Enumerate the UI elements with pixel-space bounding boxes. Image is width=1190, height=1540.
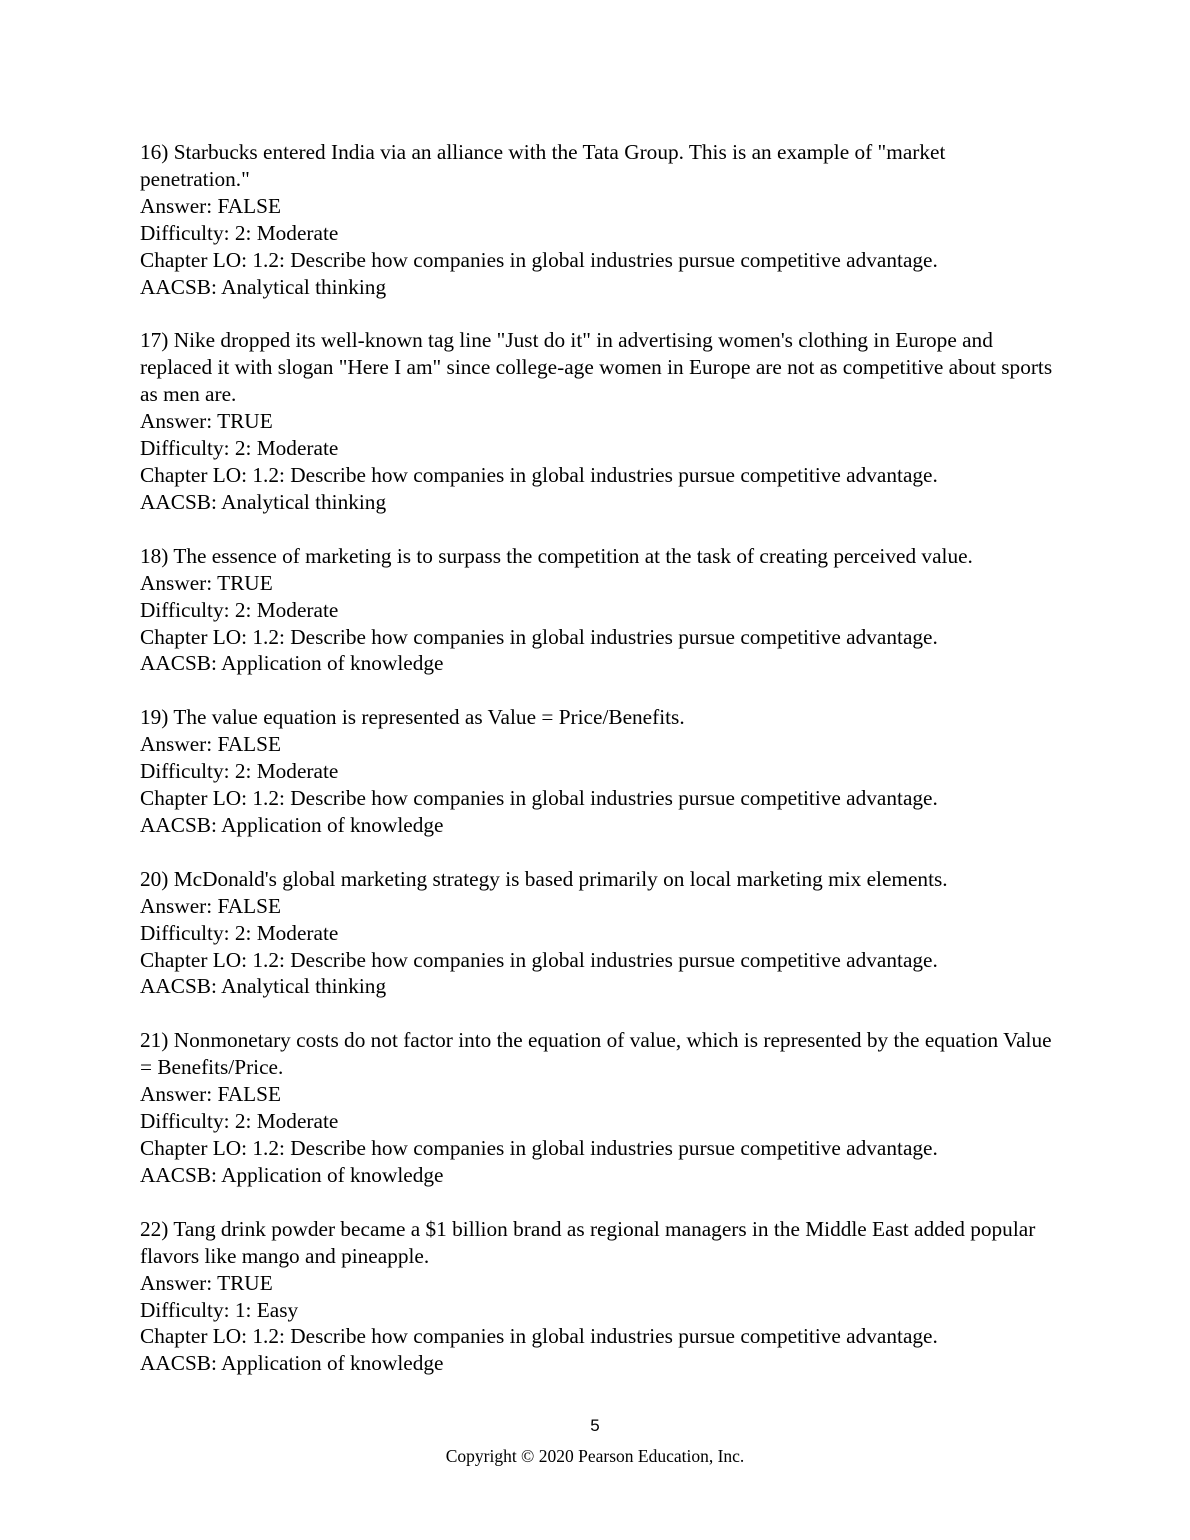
answer-line: Answer: TRUE xyxy=(140,409,273,434)
question-text: 16) Starbucks entered India via an alliance with the Tata Group. This is an example of "market penetration." xyxy=(140,140,946,191)
difficulty-line: Difficulty: 1: Easy xyxy=(140,1297,299,1322)
difficulty-line: Difficulty: 2: Moderate xyxy=(140,597,339,622)
aacsb-line: AACSB: Application of knowledge xyxy=(140,1162,444,1187)
question-19 xyxy=(140,704,1060,839)
question-18 xyxy=(140,543,1060,678)
question-text: 17) Nike dropped its well-known tag line "Just do it" in advertising women's clothing in Europe and replaced it with slogan "Here I am" since college-age women in Europe are not as competitive about sports as men are. xyxy=(140,328,1053,407)
page-number: 5 xyxy=(590,1416,600,1435)
chapter-lo-line: Chapter LO: 1.2: Describe how companies in global industries pursue competitive advantage. xyxy=(140,624,938,649)
copyright-footer: Copyright © 2020 Pearson Education, Inc. xyxy=(445,1446,745,1466)
question-text: 18) The essence of marketing is to surpass the competition at the task of creating perceived value. xyxy=(140,543,973,568)
answer-line: Answer: TRUE xyxy=(140,570,273,595)
answer-line: Answer: TRUE xyxy=(140,1270,273,1295)
aacsb-line: AACSB: Analytical thinking xyxy=(140,489,387,514)
answer-line: Answer: FALSE xyxy=(140,893,281,918)
aacsb-line: AACSB: Analytical thinking xyxy=(140,974,387,999)
difficulty-line: Difficulty: 2: Moderate xyxy=(140,1109,339,1134)
document-page xyxy=(140,139,1060,1404)
question-21 xyxy=(140,1027,1060,1188)
aacsb-line: AACSB: Application of knowledge xyxy=(140,1351,444,1376)
chapter-lo-line: Chapter LO: 1.2: Describe how companies in global industries pursue competitive advantage. xyxy=(140,947,938,972)
question-text: 21) Nonmonetary costs do not factor into the equation of value, which is represented by the equation Value = Benefits/Price. xyxy=(140,1028,1052,1080)
chapter-lo-line: Chapter LO: 1.2: Describe how companies in global industries pursue competitive advantage. xyxy=(140,786,938,811)
aacsb-line: AACSB: Analytical thinking xyxy=(140,274,387,299)
answer-line: Answer: FALSE xyxy=(140,732,281,757)
difficulty-line: Difficulty: 2: Moderate xyxy=(140,436,339,461)
aacsb-line: AACSB: Application of knowledge xyxy=(140,651,444,676)
question-text: 19) The value equation is represented as Value = Price/Benefits. xyxy=(140,705,685,730)
difficulty-line: Difficulty: 2: Moderate xyxy=(140,220,339,245)
answer-line: Answer: FALSE xyxy=(140,193,281,218)
question-16 xyxy=(140,139,1060,300)
question-20 xyxy=(140,866,1060,1001)
question-22 xyxy=(140,1216,1060,1377)
difficulty-line: Difficulty: 2: Moderate xyxy=(140,920,339,945)
chapter-lo-line: Chapter LO: 1.2: Describe how companies in global industries pursue competitive advantage. xyxy=(140,1324,938,1349)
chapter-lo-line: Chapter LO: 1.2: Describe how companies in global industries pursue competitive advantage. xyxy=(140,247,938,272)
chapter-lo-line: Chapter LO: 1.2: Describe how companies in global industries pursue competitive advantage. xyxy=(140,462,938,487)
answer-line: Answer: FALSE xyxy=(140,1082,281,1107)
question-text: 22) Tang drink powder became a $1 billion brand as regional managers in the Middle East added popular flavors like mango and pineapple. xyxy=(140,1216,1036,1268)
chapter-lo-line: Chapter LO: 1.2: Describe how companies in global industries pursue competitive advantage. xyxy=(140,1136,938,1160)
aacsb-line: AACSB: Application of knowledge xyxy=(140,812,444,837)
question-17 xyxy=(140,327,1060,515)
question-text: 20) McDonald's global marketing strategy is based primarily on local marketing mix elements. xyxy=(140,866,948,891)
difficulty-line: Difficulty: 2: Moderate xyxy=(140,759,339,784)
